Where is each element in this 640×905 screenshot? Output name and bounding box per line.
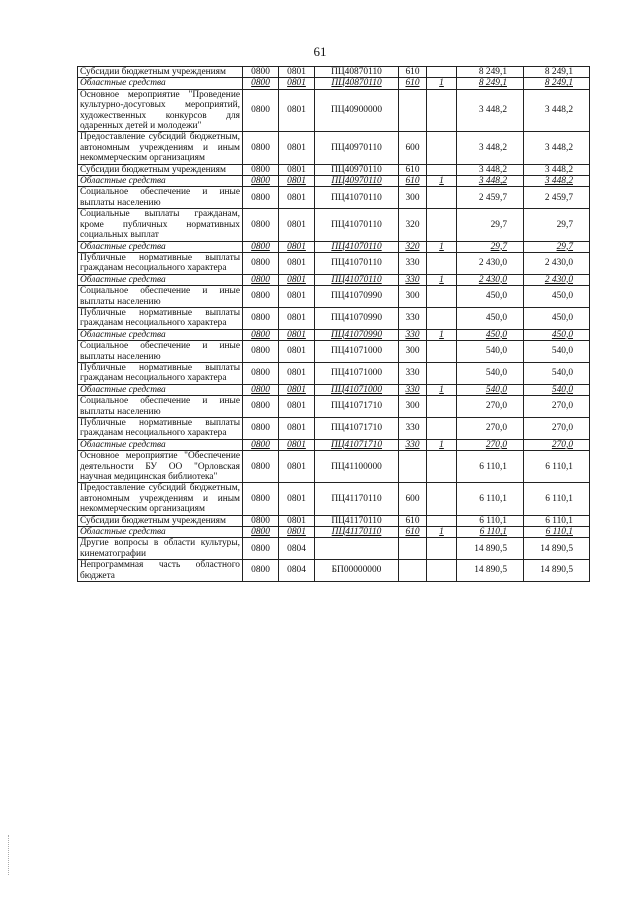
cell-subsection: 0801 bbox=[279, 209, 315, 241]
cell-section: 0800 bbox=[243, 89, 279, 132]
cell-funding-source: 1 bbox=[427, 439, 457, 450]
table-row bbox=[78, 164, 590, 175]
table-row bbox=[78, 483, 590, 515]
cell-funding-source bbox=[427, 418, 457, 440]
cell-amount-2: 540,0 bbox=[524, 362, 590, 384]
cell-subsection: 0801 bbox=[279, 439, 315, 450]
cell-funding-source: 1 bbox=[427, 176, 457, 187]
cell-name: Социальное обеспечение и иные выплаты населению bbox=[78, 286, 243, 308]
regional-funds-row bbox=[78, 384, 590, 395]
cell-expense-type: 330 bbox=[399, 307, 427, 329]
cell-section: 0800 bbox=[243, 176, 279, 187]
cell-amount-1: 540,0 bbox=[457, 362, 524, 384]
cell-section: 0800 bbox=[243, 307, 279, 329]
cell-target-article: ПЦ40870110 bbox=[315, 67, 399, 78]
cell-section: 0800 bbox=[243, 384, 279, 395]
table-row bbox=[78, 187, 590, 209]
cell-funding-source: 1 bbox=[427, 527, 457, 538]
cell-funding-source bbox=[427, 132, 457, 164]
cell-expense-type: 600 bbox=[399, 483, 427, 515]
cell-name: Публичные нормативные выплаты гражданам несоциального характера bbox=[78, 307, 243, 329]
cell-expense-type: 610 bbox=[399, 527, 427, 538]
cell-target-article: ПЦ41070990 bbox=[315, 329, 399, 340]
cell-name: Областные средства bbox=[78, 176, 243, 187]
cell-section: 0800 bbox=[243, 396, 279, 418]
regional-funds-row bbox=[78, 176, 590, 187]
cell-amount-1: 6 110,1 bbox=[457, 451, 524, 483]
table-row bbox=[78, 89, 590, 132]
budget-table-body bbox=[78, 67, 590, 582]
cell-target-article: ПЦ41071000 bbox=[315, 362, 399, 384]
cell-target-article: ПЦ41100000 bbox=[315, 451, 399, 483]
cell-target-article: ПЦ41170110 bbox=[315, 527, 399, 538]
cell-amount-1: 29,7 bbox=[457, 241, 524, 252]
cell-subsection: 0801 bbox=[279, 341, 315, 363]
budget-table bbox=[77, 66, 590, 582]
cell-amount-2: 14 890,5 bbox=[524, 560, 590, 582]
cell-target-article: ПЦ40970110 bbox=[315, 176, 399, 187]
margin-mark bbox=[8, 835, 13, 875]
cell-amount-2: 270,0 bbox=[524, 396, 590, 418]
cell-name: Областные средства bbox=[78, 527, 243, 538]
cell-name: Публичные нормативные выплаты гражданам несоциального характера bbox=[78, 362, 243, 384]
table-row bbox=[78, 362, 590, 384]
cell-funding-source bbox=[427, 89, 457, 132]
cell-amount-2: 6 110,1 bbox=[524, 527, 590, 538]
cell-subsection: 0801 bbox=[279, 362, 315, 384]
cell-expense-type: 610 bbox=[399, 67, 427, 78]
cell-section: 0800 bbox=[243, 274, 279, 285]
cell-name: Областные средства bbox=[78, 439, 243, 450]
cell-amount-2: 3 448,2 bbox=[524, 176, 590, 187]
cell-expense-type bbox=[399, 451, 427, 483]
cell-target-article: ПЦ41070110 bbox=[315, 274, 399, 285]
cell-expense-type bbox=[399, 538, 427, 560]
cell-funding-source bbox=[427, 307, 457, 329]
cell-name: Областные средства bbox=[78, 384, 243, 395]
cell-subsection: 0804 bbox=[279, 538, 315, 560]
cell-funding-source bbox=[427, 67, 457, 78]
cell-amount-1: 540,0 bbox=[457, 384, 524, 395]
cell-expense-type: 330 bbox=[399, 439, 427, 450]
cell-funding-source: 1 bbox=[427, 241, 457, 252]
cell-target-article: ПЦ40900000 bbox=[315, 89, 399, 132]
cell-name: Областные средства bbox=[78, 329, 243, 340]
cell-amount-1: 2 430,0 bbox=[457, 252, 524, 274]
table-row bbox=[78, 451, 590, 483]
cell-expense-type: 600 bbox=[399, 132, 427, 164]
cell-funding-source: 1 bbox=[427, 329, 457, 340]
regional-funds-row bbox=[78, 78, 590, 89]
regional-funds-row bbox=[78, 329, 590, 340]
cell-name: Публичные нормативные выплаты гражданам несоциального характера bbox=[78, 418, 243, 440]
cell-subsection: 0801 bbox=[279, 451, 315, 483]
cell-funding-source bbox=[427, 451, 457, 483]
cell-subsection: 0801 bbox=[279, 132, 315, 164]
cell-amount-2: 2 430,0 bbox=[524, 252, 590, 274]
cell-amount-1: 3 448,2 bbox=[457, 176, 524, 187]
cell-expense-type: 330 bbox=[399, 362, 427, 384]
cell-amount-2: 8 249,1 bbox=[524, 78, 590, 89]
table-row bbox=[78, 418, 590, 440]
cell-expense-type: 610 bbox=[399, 515, 427, 526]
cell-name: Основное мероприятие "Обеспечение деятельности БУ ОО "Орловская научная медицинская библиотека" bbox=[78, 451, 243, 483]
cell-target-article: ПЦ40970110 bbox=[315, 164, 399, 175]
cell-section: 0800 bbox=[243, 341, 279, 363]
cell-name: Предоставление субсидий бюджетным, автономным учреждениям и иным некоммерческим организациям bbox=[78, 132, 243, 164]
cell-amount-2: 270,0 bbox=[524, 439, 590, 450]
table-row bbox=[78, 67, 590, 78]
cell-expense-type: 610 bbox=[399, 164, 427, 175]
cell-funding-source bbox=[427, 515, 457, 526]
cell-expense-type: 300 bbox=[399, 396, 427, 418]
cell-amount-1: 29,7 bbox=[457, 209, 524, 241]
table-row bbox=[78, 307, 590, 329]
cell-subsection: 0801 bbox=[279, 384, 315, 395]
cell-section: 0800 bbox=[243, 451, 279, 483]
cell-subsection: 0801 bbox=[279, 307, 315, 329]
cell-funding-source bbox=[427, 362, 457, 384]
cell-amount-2: 3 448,2 bbox=[524, 164, 590, 175]
cell-funding-source bbox=[427, 286, 457, 308]
cell-name: Субсидии бюджетным учреждениям bbox=[78, 515, 243, 526]
cell-amount-1: 14 890,5 bbox=[457, 538, 524, 560]
cell-amount-2: 29,7 bbox=[524, 209, 590, 241]
cell-expense-type: 300 bbox=[399, 286, 427, 308]
cell-amount-2: 540,0 bbox=[524, 384, 590, 395]
cell-amount-1: 270,0 bbox=[457, 439, 524, 450]
cell-amount-2: 29,7 bbox=[524, 241, 590, 252]
cell-amount-2: 14 890,5 bbox=[524, 538, 590, 560]
cell-subsection: 0801 bbox=[279, 252, 315, 274]
cell-expense-type: 320 bbox=[399, 209, 427, 241]
cell-expense-type: 300 bbox=[399, 187, 427, 209]
cell-subsection: 0801 bbox=[279, 164, 315, 175]
cell-section: 0800 bbox=[243, 560, 279, 582]
cell-target-article: ПЦ40870110 bbox=[315, 78, 399, 89]
cell-subsection: 0801 bbox=[279, 187, 315, 209]
cell-funding-source bbox=[427, 187, 457, 209]
cell-section: 0800 bbox=[243, 132, 279, 164]
cell-expense-type bbox=[399, 89, 427, 132]
cell-name: Областные средства bbox=[78, 78, 243, 89]
cell-subsection: 0801 bbox=[279, 78, 315, 89]
cell-section: 0800 bbox=[243, 515, 279, 526]
table-row bbox=[78, 341, 590, 363]
cell-target-article: ПЦ40970110 bbox=[315, 132, 399, 164]
cell-subsection: 0801 bbox=[279, 176, 315, 187]
cell-name: Непрограммная часть областного бюджета bbox=[78, 560, 243, 582]
cell-expense-type: 330 bbox=[399, 252, 427, 274]
cell-amount-1: 540,0 bbox=[457, 341, 524, 363]
cell-section: 0800 bbox=[243, 241, 279, 252]
cell-amount-1: 450,0 bbox=[457, 286, 524, 308]
cell-target-article: ПЦ41071000 bbox=[315, 384, 399, 395]
cell-target-article: ПЦ41070110 bbox=[315, 241, 399, 252]
cell-amount-1: 270,0 bbox=[457, 396, 524, 418]
cell-amount-1: 3 448,2 bbox=[457, 132, 524, 164]
table-row bbox=[78, 252, 590, 274]
cell-section: 0800 bbox=[243, 67, 279, 78]
cell-section: 0800 bbox=[243, 439, 279, 450]
cell-amount-2: 2 430,0 bbox=[524, 274, 590, 285]
cell-target-article: ПЦ41070110 bbox=[315, 252, 399, 274]
cell-amount-2: 450,0 bbox=[524, 286, 590, 308]
cell-funding-source: 1 bbox=[427, 78, 457, 89]
cell-target-article: ПЦ41071000 bbox=[315, 341, 399, 363]
cell-target-article: БП00000000 bbox=[315, 560, 399, 582]
cell-subsection: 0801 bbox=[279, 396, 315, 418]
cell-subsection: 0801 bbox=[279, 418, 315, 440]
cell-expense-type bbox=[399, 560, 427, 582]
table-row bbox=[78, 396, 590, 418]
cell-amount-1: 14 890,5 bbox=[457, 560, 524, 582]
cell-amount-2: 450,0 bbox=[524, 329, 590, 340]
cell-name: Социальные выплаты гражданам, кроме публичных нормативных социальных выплат bbox=[78, 209, 243, 241]
cell-section: 0800 bbox=[243, 209, 279, 241]
cell-amount-2: 8 249,1 bbox=[524, 67, 590, 78]
cell-amount-1: 8 249,1 bbox=[457, 67, 524, 78]
cell-name: Областные средства bbox=[78, 241, 243, 252]
cell-subsection: 0801 bbox=[279, 527, 315, 538]
cell-target-article: ПЦ41170110 bbox=[315, 483, 399, 515]
table-row bbox=[78, 286, 590, 308]
cell-funding-source bbox=[427, 483, 457, 515]
cell-funding-source bbox=[427, 164, 457, 175]
cell-section: 0800 bbox=[243, 187, 279, 209]
cell-funding-source bbox=[427, 252, 457, 274]
cell-target-article: ПЦ41070990 bbox=[315, 286, 399, 308]
cell-funding-source bbox=[427, 538, 457, 560]
page-number: 61 bbox=[313, 44, 327, 59]
cell-section: 0800 bbox=[243, 286, 279, 308]
cell-expense-type: 300 bbox=[399, 341, 427, 363]
cell-amount-2: 6 110,1 bbox=[524, 483, 590, 515]
cell-name: Основное мероприятие "Проведение культурно-досуговых мероприятий, художественных конкурсов для одаренных детей и молодежи" bbox=[78, 89, 243, 132]
cell-section: 0800 bbox=[243, 252, 279, 274]
cell-subsection: 0801 bbox=[279, 515, 315, 526]
cell-expense-type: 330 bbox=[399, 418, 427, 440]
cell-name: Предоставление субсидий бюджетным, автономным учреждениям и иным некоммерческим организациям bbox=[78, 483, 243, 515]
cell-section: 0800 bbox=[243, 329, 279, 340]
cell-name: Социальное обеспечение и иные выплаты населению bbox=[78, 187, 243, 209]
cell-subsection: 0801 bbox=[279, 329, 315, 340]
cell-subsection: 0804 bbox=[279, 560, 315, 582]
cell-target-article bbox=[315, 538, 399, 560]
cell-amount-1: 6 110,1 bbox=[457, 515, 524, 526]
cell-amount-2: 6 110,1 bbox=[524, 515, 590, 526]
cell-amount-1: 450,0 bbox=[457, 329, 524, 340]
cell-target-article: ПЦ41170110 bbox=[315, 515, 399, 526]
cell-funding-source: 1 bbox=[427, 384, 457, 395]
cell-subsection: 0801 bbox=[279, 89, 315, 132]
cell-funding-source bbox=[427, 209, 457, 241]
cell-name: Другие вопросы в области культуры, кинематографии bbox=[78, 538, 243, 560]
cell-amount-1: 270,0 bbox=[457, 418, 524, 440]
cell-amount-1: 6 110,1 bbox=[457, 483, 524, 515]
cell-section: 0800 bbox=[243, 418, 279, 440]
cell-amount-1: 2 459,7 bbox=[457, 187, 524, 209]
table-row bbox=[78, 209, 590, 241]
regional-funds-row bbox=[78, 527, 590, 538]
table-row bbox=[78, 132, 590, 164]
cell-amount-2: 3 448,2 bbox=[524, 89, 590, 132]
cell-funding-source bbox=[427, 341, 457, 363]
cell-target-article: ПЦ41070110 bbox=[315, 187, 399, 209]
cell-funding-source bbox=[427, 396, 457, 418]
cell-subsection: 0801 bbox=[279, 67, 315, 78]
cell-expense-type: 610 bbox=[399, 78, 427, 89]
cell-subsection: 0801 bbox=[279, 286, 315, 308]
cell-expense-type: 330 bbox=[399, 274, 427, 285]
cell-target-article: ПЦ41071710 bbox=[315, 439, 399, 450]
table-row bbox=[78, 538, 590, 560]
cell-amount-1: 3 448,2 bbox=[457, 164, 524, 175]
cell-funding-source: 1 bbox=[427, 274, 457, 285]
regional-funds-row bbox=[78, 241, 590, 252]
cell-expense-type: 320 bbox=[399, 241, 427, 252]
cell-amount-2: 6 110,1 bbox=[524, 451, 590, 483]
cell-section: 0800 bbox=[243, 362, 279, 384]
cell-name: Публичные нормативные выплаты гражданам несоциального характера bbox=[78, 252, 243, 274]
table-row bbox=[78, 515, 590, 526]
cell-subsection: 0801 bbox=[279, 274, 315, 285]
cell-target-article: ПЦ41071710 bbox=[315, 396, 399, 418]
cell-target-article: ПЦ41070110 bbox=[315, 209, 399, 241]
cell-expense-type: 330 bbox=[399, 329, 427, 340]
table-row bbox=[78, 560, 590, 582]
cell-section: 0800 bbox=[243, 78, 279, 89]
cell-subsection: 0801 bbox=[279, 483, 315, 515]
cell-amount-1: 450,0 bbox=[457, 307, 524, 329]
cell-name: Социальное обеспечение и иные выплаты населению bbox=[78, 396, 243, 418]
cell-amount-1: 6 110,1 bbox=[457, 527, 524, 538]
cell-amount-2: 450,0 bbox=[524, 307, 590, 329]
cell-target-article: ПЦ41071710 bbox=[315, 418, 399, 440]
cell-amount-2: 270,0 bbox=[524, 418, 590, 440]
cell-expense-type: 330 bbox=[399, 384, 427, 395]
cell-name: Областные средства bbox=[78, 274, 243, 285]
regional-funds-row bbox=[78, 439, 590, 450]
cell-funding-source bbox=[427, 560, 457, 582]
cell-expense-type: 610 bbox=[399, 176, 427, 187]
regional-funds-row bbox=[78, 274, 590, 285]
cell-amount-1: 3 448,2 bbox=[457, 89, 524, 132]
cell-name: Субсидии бюджетным учреждениям bbox=[78, 164, 243, 175]
cell-section: 0800 bbox=[243, 538, 279, 560]
cell-amount-1: 8 249,1 bbox=[457, 78, 524, 89]
cell-section: 0800 bbox=[243, 483, 279, 515]
cell-amount-2: 3 448,2 bbox=[524, 132, 590, 164]
cell-target-article: ПЦ41070990 bbox=[315, 307, 399, 329]
cell-name: Субсидии бюджетным учреждениям bbox=[78, 67, 243, 78]
cell-name: Социальное обеспечение и иные выплаты населению bbox=[78, 341, 243, 363]
cell-section: 0800 bbox=[243, 527, 279, 538]
cell-amount-2: 540,0 bbox=[524, 341, 590, 363]
cell-section: 0800 bbox=[243, 164, 279, 175]
cell-amount-1: 2 430,0 bbox=[457, 274, 524, 285]
cell-amount-2: 2 459,7 bbox=[524, 187, 590, 209]
cell-subsection: 0801 bbox=[279, 241, 315, 252]
